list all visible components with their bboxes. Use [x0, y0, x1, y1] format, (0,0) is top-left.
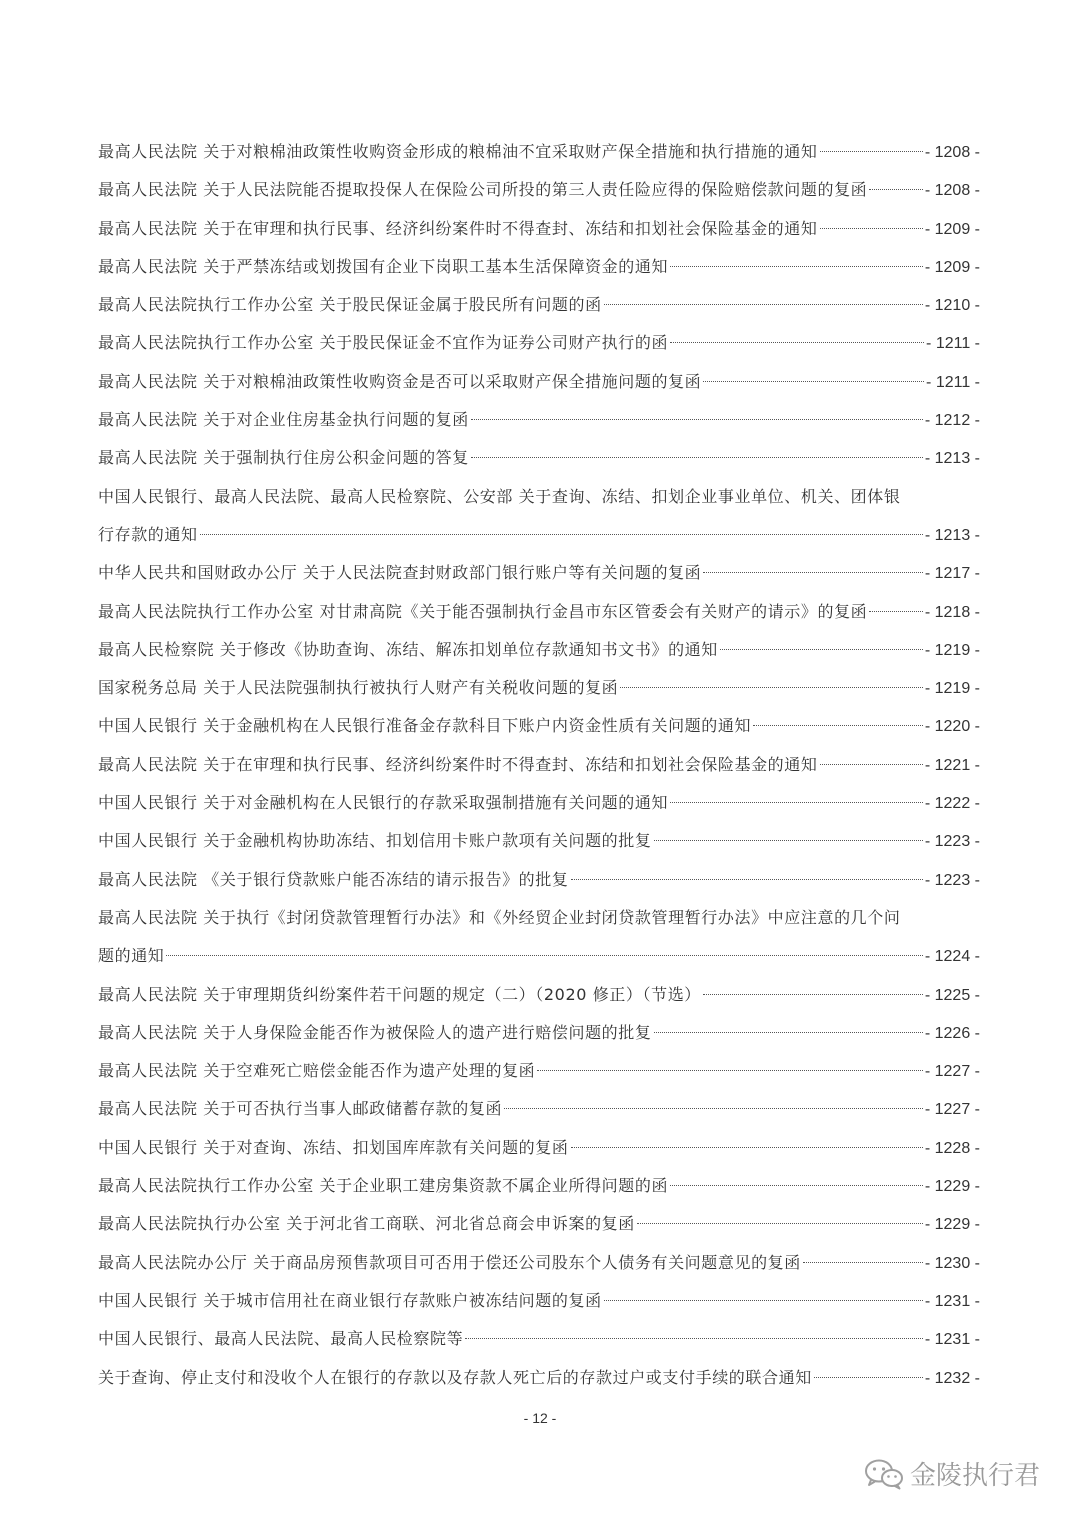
toc-entry-title: 中国人民银行 关于金融机构在人民银行准备金存款科目下账户内资金性质有关问题的通知	[98, 716, 752, 736]
toc-entry[interactable]	[98, 593, 980, 631]
toc-entry[interactable]	[98, 899, 980, 937]
toc-leader-dots	[654, 840, 923, 841]
toc-leader-dots	[537, 1070, 923, 1071]
toc-entry-page: - 1232 -	[924, 1369, 980, 1387]
toc-entry-page: - 1221 -	[924, 756, 980, 774]
toc-entry[interactable]	[98, 861, 980, 899]
toc-entry-page: - 1208 -	[924, 182, 980, 200]
toc-entry[interactable]	[98, 707, 980, 745]
toc-leader-dots	[820, 151, 923, 152]
toc-leader-dots	[703, 994, 923, 995]
toc-entry[interactable]	[98, 1359, 980, 1397]
toc-leader-dots	[654, 1032, 923, 1033]
toc-leader-dots	[670, 342, 924, 343]
toc-entry[interactable]	[98, 1014, 980, 1052]
toc-leader-dots	[465, 1338, 923, 1339]
toc-leader-dots	[869, 611, 923, 612]
watermark	[864, 1455, 1040, 1492]
toc-entry[interactable]	[98, 1244, 980, 1282]
toc-entry[interactable]	[98, 784, 980, 822]
toc-leader-dots	[753, 725, 923, 726]
toc-entry[interactable]	[98, 401, 980, 439]
toc-entry[interactable]	[98, 439, 980, 477]
toc-entry[interactable]	[98, 631, 980, 669]
toc-entry-page: - 1228 -	[924, 1139, 980, 1157]
toc-entry[interactable]	[98, 822, 980, 860]
toc-leader-dots	[803, 1262, 923, 1263]
toc-entry-page: - 1209 -	[924, 258, 980, 276]
toc-entry[interactable]	[98, 286, 980, 324]
toc-entry-title: 中国人民银行、最高人民法院、最高人民检察院、公安部 关于查询、冻结、扣划企业事业单位、机关、团体银	[98, 486, 901, 506]
page-number: - 12 -	[523, 1410, 557, 1426]
toc-entry-page: - 1226 -	[924, 1024, 980, 1042]
toc-entry[interactable]	[98, 1320, 980, 1358]
toc-entry-title: 关于查询、停止支付和没收个人在银行的存款以及存款人死亡后的存款过户或支付手续的联合通知	[98, 1367, 812, 1387]
toc-entry[interactable]	[98, 1167, 980, 1205]
toc-leader-dots	[604, 304, 923, 305]
toc-leader-dots	[166, 955, 922, 956]
toc-entry-title: 题的通知	[98, 946, 165, 966]
toc-entry-title: 最高人民法院 关于审理期货纠纷案件若干问题的规定（二）（2020 修正）（节选）	[98, 984, 701, 1004]
toc-entry-page: - 1208 -	[924, 144, 980, 161]
toc-entry[interactable]	[98, 171, 980, 209]
toc-entry[interactable]	[98, 1052, 980, 1090]
toc-entry-title: 最高人民法院执行工作办公室 关于企业职工建房集资款不属企业所得问题的函	[98, 1176, 669, 1196]
wechat-icon	[864, 1458, 904, 1490]
toc-entry[interactable]	[98, 554, 980, 592]
toc-leader-dots	[504, 1108, 923, 1109]
toc-entry[interactable]	[98, 210, 980, 248]
toc-entry-page: - 1229 -	[924, 1216, 980, 1234]
toc-entry-title: 最高人民法院 关于可否执行当事人邮政储蓄存款的复函	[98, 1099, 503, 1119]
toc-entry-title: 最高人民法院办公厅 关于商品房预售款项目可否用于偿还公司股东个人债务有关问题意见的复函	[98, 1252, 801, 1272]
toc-leader-dots	[670, 1185, 923, 1186]
toc-leader-dots	[637, 1223, 923, 1224]
toc-entry[interactable]	[98, 1090, 980, 1128]
toc-entry-page: - 1211 -	[926, 373, 980, 391]
toc-entry-page: - 1217 -	[924, 565, 980, 583]
toc-entry-page: - 1230 -	[924, 1254, 980, 1272]
toc-entry[interactable]	[98, 324, 980, 362]
toc-entry-page: - 1227 -	[924, 1101, 980, 1119]
toc-entry-title: 中国人民银行 关于对金融机构在人民银行的存款采取强制措施有关问题的通知	[98, 793, 669, 813]
toc-entry-title: 中国人民银行、最高人民法院、最高人民检察院等	[98, 1329, 464, 1349]
toc-entry-title: 最高人民法院 关于强制执行住房公积金问题的答复	[98, 448, 469, 468]
toc-entry[interactable]	[98, 976, 980, 1014]
toc-entry-title: 最高人民法院 关于严禁冻结或划拨国有企业下岗职工基本生活保障资金的通知	[98, 256, 669, 276]
toc-leader-dots	[720, 649, 923, 650]
toc-leader-dots	[670, 802, 923, 803]
toc-entry-title: 最高人民法院 关于在审理和执行民事、经济纠纷案件时不得查封、冻结和扣划社会保险基金的通知	[98, 218, 818, 238]
toc-entry-page: - 1231 -	[924, 1292, 980, 1310]
toc-leader-dots	[869, 189, 923, 190]
toc-entry-title: 最高人民法院 关于执行《封闭贷款管理暂行办法》和《外经贸企业封闭贷款管理暂行办法》中应注意的几个问	[98, 907, 901, 927]
toc-entry-title: 最高人民检察院 关于修改《协助查询、冻结、解冻扣划单位存款通知书文书》的通知	[98, 639, 718, 659]
toc-entry-page: - 1213 -	[924, 450, 980, 468]
toc-entry-page: - 1219 -	[924, 680, 980, 698]
toc-leader-dots	[820, 764, 923, 765]
toc-entry-title: 最高人民法院执行工作办公室 关于股民保证金不宜作为证券公司财产执行的函	[98, 333, 669, 353]
toc-entry-page: - 1218 -	[924, 603, 980, 621]
toc-entry-title: 最高人民法院 《关于银行贷款账户能否冻结的请示报告》的批复	[98, 869, 569, 889]
toc-entry-title: 中国人民银行 关于城市信用社在商业银行存款账户被冻结问题的复函	[98, 1290, 602, 1310]
toc-entry[interactable]	[98, 1129, 980, 1167]
toc-entry-title: 最高人民法院 关于对粮棉油政策性收购资金是否可以采取财产保全措施问题的复函	[98, 371, 702, 391]
toc-leader-dots	[703, 572, 923, 573]
toc-leader-dots	[604, 1300, 923, 1301]
toc-entry-title: 最高人民法院执行工作办公室 对甘肃高院《关于能否强制执行金昌市东区管委会有关财产的请示》的复函	[98, 601, 868, 621]
toc-entry-continued[interactable]	[98, 516, 980, 554]
toc-entry-title: 最高人民法院执行工作办公室 关于股民保证金属于股民所有问题的函	[98, 295, 602, 315]
toc-entry-page: - 1213 -	[924, 526, 980, 544]
toc-entry-title: 国家税务总局 关于人民法院强制执行被执行人财产有关税收问题的复函	[98, 678, 619, 698]
toc-leader-dots	[620, 687, 923, 688]
toc-entry-page: - 1212 -	[924, 412, 980, 430]
toc-entry[interactable]	[98, 248, 980, 286]
toc-entry-page: - 1231 -	[924, 1331, 980, 1349]
toc-entry-page: - 1229 -	[924, 1178, 980, 1196]
toc-entry-page: - 1223 -	[924, 871, 980, 889]
toc-entry-page: - 1211 -	[926, 335, 980, 353]
toc-entry-title: 最高人民法院 关于对企业住房基金执行问题的复函	[98, 410, 469, 430]
toc-entry-title: 行存款的通知	[98, 524, 198, 544]
toc-leader-dots	[471, 457, 923, 458]
toc-entry-page: - 1210 -	[924, 297, 980, 315]
toc-entry-continued[interactable]	[98, 937, 980, 975]
toc-entry-title: 最高人民法院执行办公室 关于河北省工商联、河北省总商会申诉案的复函	[98, 1214, 635, 1234]
toc-entry[interactable]	[98, 133, 980, 171]
toc-entry-page: - 1220 -	[924, 718, 980, 736]
toc-leader-dots	[571, 879, 923, 880]
toc-entry-page: - 1225 -	[924, 986, 980, 1004]
toc-leader-dots	[471, 419, 923, 420]
toc-entry-page: - 1222 -	[924, 795, 980, 813]
toc-leader-dots	[703, 381, 924, 382]
toc-entry[interactable]	[98, 746, 980, 784]
toc-leader-dots	[571, 1147, 923, 1148]
toc-leader-dots	[814, 1377, 923, 1378]
toc-entry-page: - 1223 -	[924, 833, 980, 851]
toc-entry-page: - 1209 -	[924, 220, 980, 238]
toc-entry-title: 最高人民法院 关于在审理和执行民事、经济纠纷案件时不得查封、冻结和扣划社会保险基金的通知	[98, 754, 818, 774]
toc-entry-title: 中国人民银行 关于金融机构协助冻结、扣划信用卡账户款项有关问题的批复	[98, 831, 652, 851]
toc-entry[interactable]	[98, 1205, 980, 1243]
toc-entry-title: 最高人民法院 关于人民法院能否提取投保人在保险公司所投的第三人责任险应得的保险赔偿款问题的复函	[98, 180, 868, 200]
toc-entry-title: 最高人民法院 关于对粮棉油政策性收购资金形成的粮棉油不宜采取财产保全措施和执行措施的通知	[98, 142, 818, 161]
toc-leader-dots	[670, 266, 923, 267]
toc-entry[interactable]	[98, 363, 980, 401]
toc-entry-page: - 1227 -	[924, 1063, 980, 1081]
toc-entry[interactable]	[98, 1282, 980, 1320]
toc-entry[interactable]	[98, 669, 980, 707]
toc-entry-title: 最高人民法院 关于人身保险金能否作为被保险人的遗产进行赔偿问题的批复	[98, 1022, 652, 1042]
table-of-contents	[98, 133, 980, 1397]
watermark-text: 金陵执行君	[910, 1461, 1041, 1491]
toc-leader-dots	[820, 228, 923, 229]
toc-entry-page: - 1224 -	[924, 948, 980, 966]
toc-entry-title: 最高人民法院 关于空难死亡赔偿金能否作为遗产处理的复函	[98, 1061, 536, 1081]
toc-entry-title: 中国人民银行 关于对查询、冻结、扣划国库库款有关问题的复函	[98, 1137, 569, 1157]
toc-entry-page: - 1219 -	[924, 641, 980, 659]
toc-leader-dots	[200, 534, 923, 535]
toc-entry-title: 中华人民共和国财政办公厅 关于人民法院查封财政部门银行账户等有关问题的复函	[98, 563, 702, 583]
toc-entry[interactable]	[98, 478, 980, 516]
